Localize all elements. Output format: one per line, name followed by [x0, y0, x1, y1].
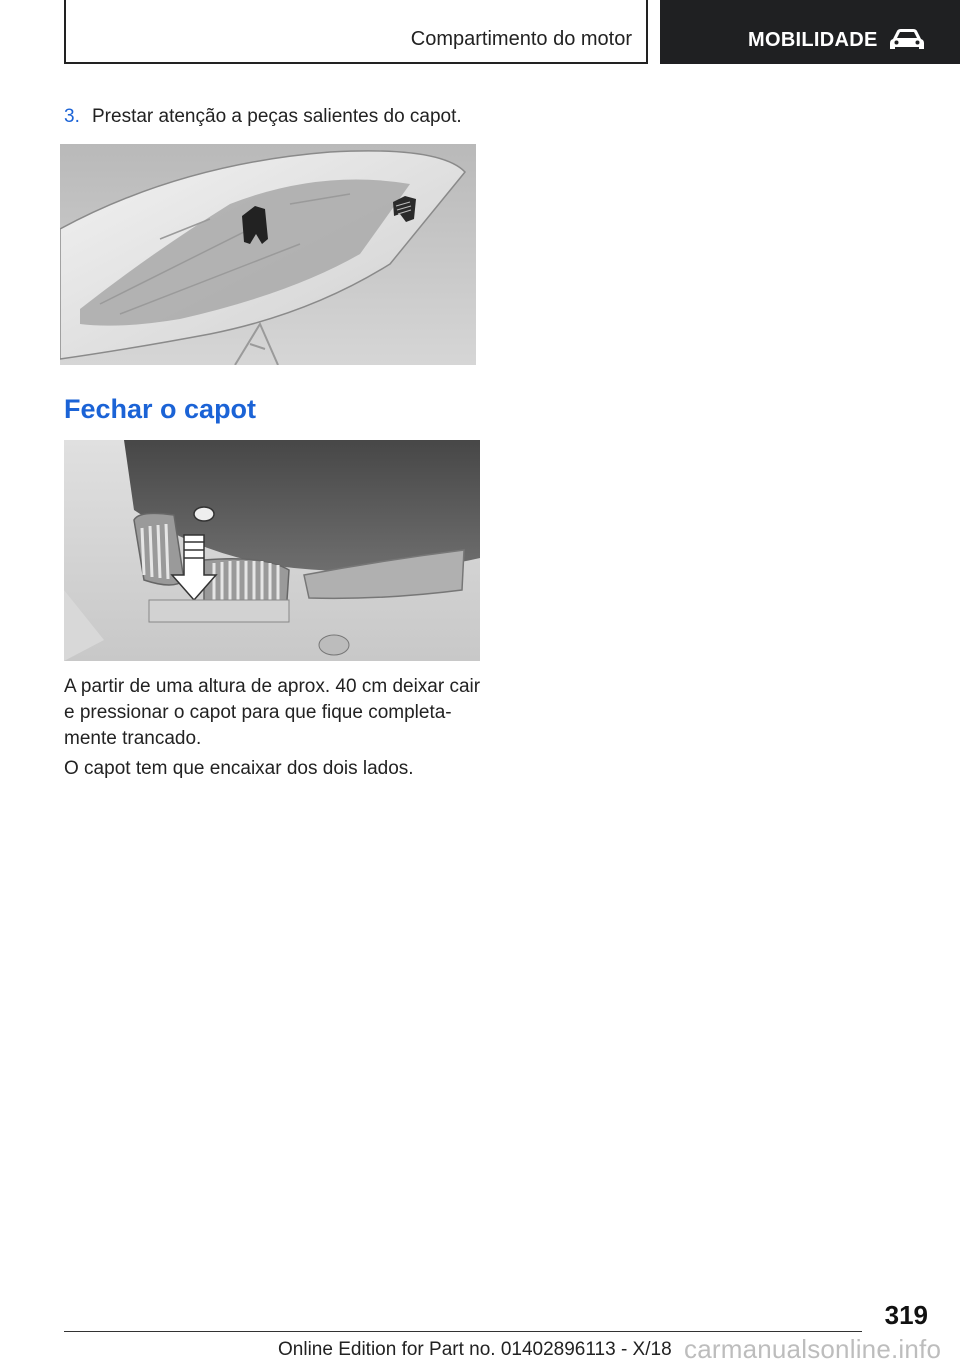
car-icon — [888, 27, 926, 53]
step-number: 3. — [64, 106, 80, 127]
body-paragraph: A partir de uma altura de aprox. 40 cm deixar cair e pressionar o capot para que fique completa-mente trancado. — [64, 676, 481, 749]
body-paragraph: O capot tem que encaixar dos dois lados. — [64, 758, 414, 779]
close-hood-illustration — [64, 440, 480, 661]
chapter-title: Compartimento do motor — [410, 28, 632, 50]
open-hood-illustration — [60, 144, 476, 365]
section-heading: Fechar o capot — [64, 394, 257, 424]
mobility-tab-label: MOBILIDADE — [748, 29, 878, 51]
footer-edition: Online Edition for Part no. 01402896113 - X/18 — [278, 1339, 672, 1360]
instruction-step — [64, 106, 462, 128]
page-number: 319 — [884, 1300, 928, 1330]
step-text: Prestar atenção a peças salientes do capot. — [92, 106, 462, 127]
mobility-tab[interactable] — [660, 0, 960, 64]
watermark: carmanualsonline.info — [684, 1334, 942, 1364]
header-bar — [64, 0, 648, 64]
footer-divider — [64, 1331, 862, 1332]
